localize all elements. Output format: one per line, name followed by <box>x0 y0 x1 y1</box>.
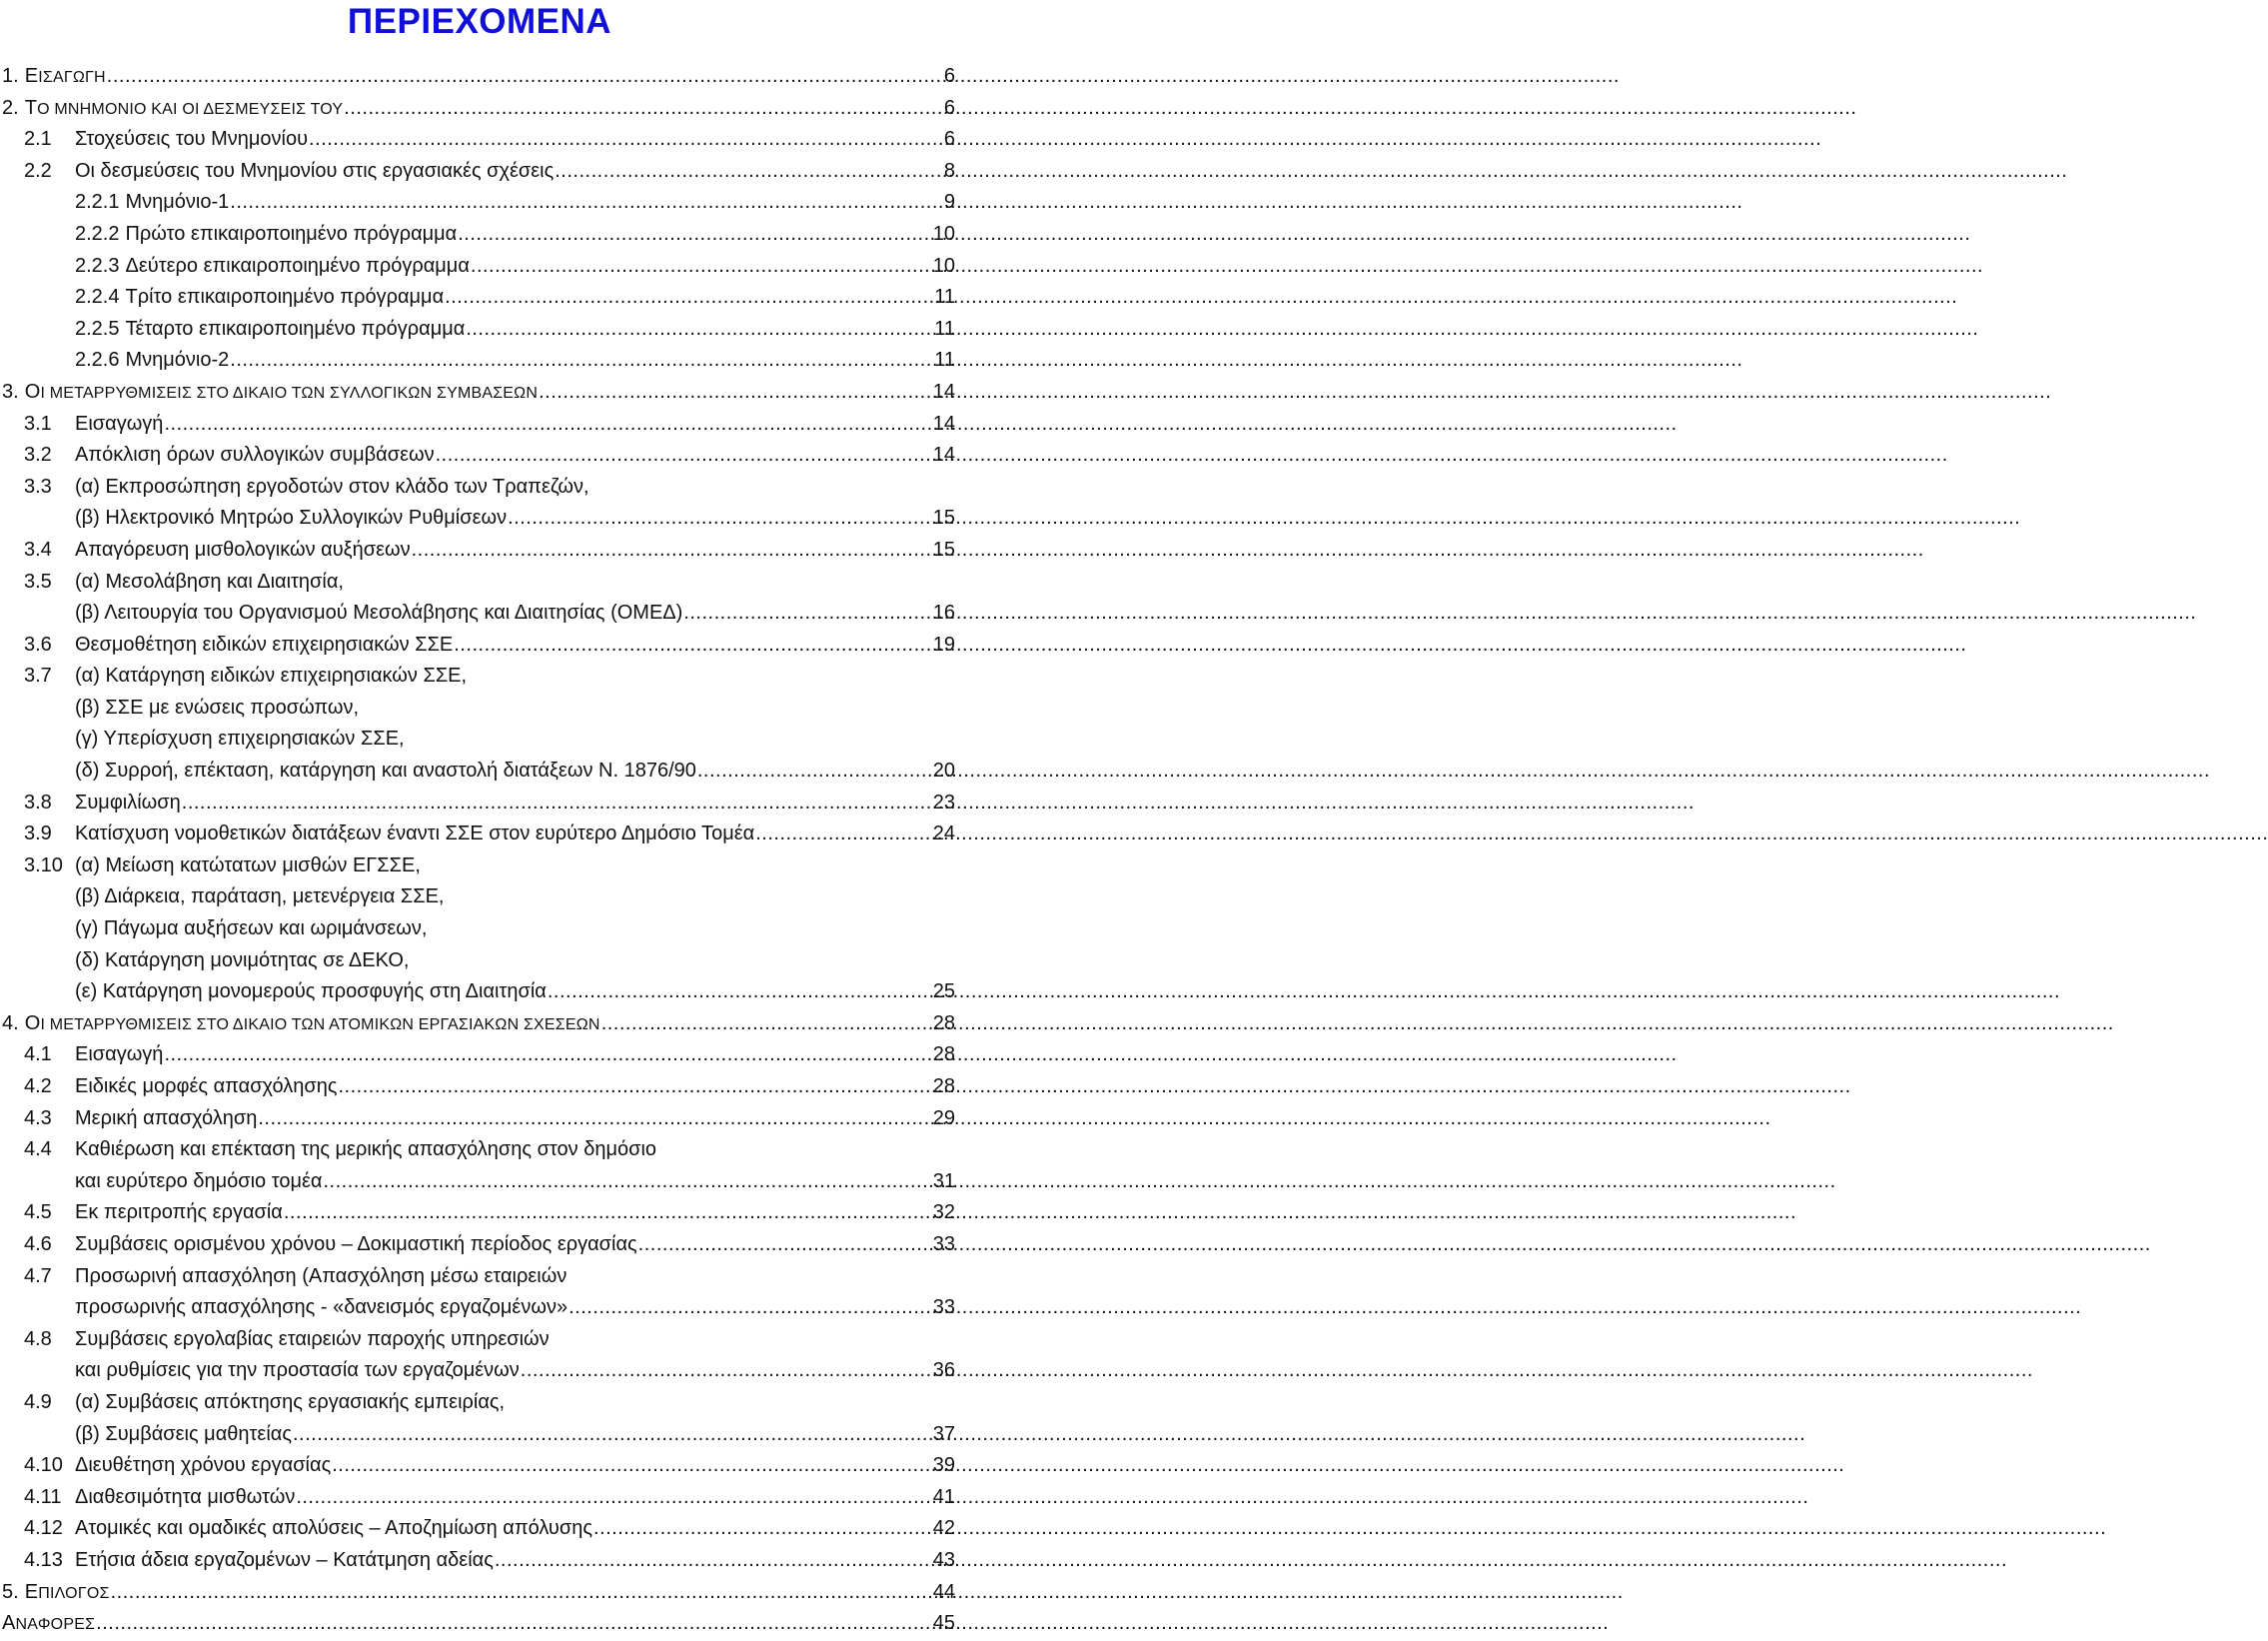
toc-entry[interactable] <box>0 1071 959 1103</box>
toc-entry-text: Μνημόνιο-2 <box>125 349 230 372</box>
toc-entry-text: Συμβάσεις εργολαβίας εταιρειών παροχής υπηρεσιών <box>75 1327 550 1350</box>
toc-page-number: 8 <box>943 159 955 182</box>
dot-leader <box>309 124 943 156</box>
toc-entry-text: Καθιέρωση και επέκταση της μερικής απασχόλησης στον δημόσιο <box>75 1138 657 1161</box>
toc-entry-text: Στοχεύσεις του Μνημονίου <box>75 128 309 151</box>
toc-entry-text: (γ) Υπερίσχυση επιχειρησιακών ΣΣΕ, <box>75 728 405 751</box>
dot-leader <box>697 756 932 788</box>
toc-entry-line <box>0 472 959 504</box>
toc-entry-text: Εκ περιτροπής εργασία <box>75 1201 283 1224</box>
toc-entry-text: Τρίτο επικαιροποιημένο πρόγραμμα <box>125 286 445 309</box>
dot-leader <box>593 1513 932 1545</box>
toc-entry-text: (β) Συμβάσεις μαθητείας <box>75 1422 292 1445</box>
toc-entry-number: 4.6 <box>24 1232 52 1255</box>
toc-entry-number: 2.2.5 <box>75 317 120 340</box>
dot-leader <box>111 1577 932 1609</box>
toc-entry[interactable] <box>0 1166 959 1198</box>
toc-entry-initial: Ο <box>24 1011 41 1034</box>
toc-entry-text: (α) Μεσολάβηση και Διαιτησία, <box>75 570 344 593</box>
toc-entry-number: 5. <box>2 1580 19 1603</box>
toc-entry-text: Προσωρινή απασχόληση (Απασχόληση μέσω εταιρειών <box>75 1264 567 1287</box>
toc-page-number: 36 <box>932 1359 955 1382</box>
toc-entry[interactable] <box>0 251 959 283</box>
toc-page-number: 14 <box>932 444 955 467</box>
toc-entry-text: Απαγόρευση μισθολογικών αυξήσεων <box>75 538 411 561</box>
toc-entry[interactable] <box>0 219 959 251</box>
toc-entry-text <box>25 93 344 126</box>
toc-entry-number: 3.10 <box>24 853 63 876</box>
toc-entry-number: 4. <box>2 1011 19 1034</box>
toc-entry[interactable] <box>0 1008 959 1040</box>
toc-entry-number: 3. <box>2 380 19 403</box>
toc-entry[interactable] <box>0 61 959 93</box>
toc-entry-number: 4.1 <box>24 1043 52 1066</box>
toc-entry-text <box>25 1577 110 1610</box>
toc-page-number: 6 <box>943 96 955 119</box>
dot-leader <box>344 93 943 125</box>
dot-leader <box>458 219 932 251</box>
toc-entry-text: και ευρύτερο δημόσιο τομέα <box>75 1169 323 1192</box>
dot-leader <box>284 1197 932 1229</box>
toc-entry-text: (ε) Κατάργηση μονομερούς προσφυγής στη Διαιτησία <box>75 980 547 1003</box>
toc-entry-number: 4.5 <box>24 1201 52 1224</box>
toc-entry-number: 4.2 <box>24 1075 52 1097</box>
toc-entry-number: 2.2.1 <box>75 191 120 214</box>
dot-leader <box>755 819 932 850</box>
dot-leader <box>601 1008 932 1040</box>
toc-entry-text: Διευθέτηση χρόνου εργασίας <box>75 1454 332 1477</box>
toc-entry-number: 2.2.6 <box>75 349 120 372</box>
toc-entry-number: 3.9 <box>24 822 52 845</box>
toc-entry[interactable] <box>0 409 959 441</box>
toc-entry-text: Ετήσια άδεια εργαζομένων – Κατάτμηση αδείας <box>75 1548 494 1571</box>
toc-entry-text: (α) Συμβάσεις απόκτησης εργασιακής εμπειρίας, <box>75 1390 506 1413</box>
toc-entry-line <box>0 567 959 599</box>
toc-entry-number: 4.12 <box>24 1517 63 1540</box>
toc-entry-initial: Τ <box>24 96 38 119</box>
toc-entry-line <box>0 881 959 913</box>
dot-leader <box>332 1450 932 1482</box>
toc-entry-smallcaps: ΙΣΑΓΩΓΗ <box>38 69 106 86</box>
toc-entry[interactable] <box>0 788 959 820</box>
dot-leader <box>495 1545 932 1577</box>
dot-leader <box>412 535 932 567</box>
dot-leader <box>539 377 932 409</box>
toc-entry-initial: Ε <box>24 1580 39 1603</box>
toc-entry[interactable] <box>0 1355 959 1387</box>
toc-entry-number: 4.4 <box>24 1138 52 1161</box>
toc-entry[interactable] <box>0 976 959 1008</box>
toc-entry[interactable] <box>0 93 959 125</box>
toc-entry-text: Διαθεσιμότητα μισθωτών <box>75 1485 296 1508</box>
toc-page-number: 41 <box>932 1485 955 1508</box>
toc-page-number: 24 <box>932 822 955 845</box>
dot-leader <box>258 1103 931 1135</box>
toc-entry[interactable] <box>0 503 959 535</box>
toc-page-number: 14 <box>932 412 955 435</box>
toc-entry-text: Πρώτο επικαιροποιημένο πρόγραμμα <box>125 222 458 245</box>
toc-entry-text: Ατομικές και ομαδικές απολύσεις – Αποζημίωση απόλυσης <box>75 1517 592 1540</box>
toc-page-number: 31 <box>932 1169 955 1192</box>
toc-entry-line <box>0 1387 959 1419</box>
toc-page-number: 15 <box>932 507 955 530</box>
dot-leader <box>107 61 943 93</box>
toc-entry-number: 4.13 <box>24 1548 63 1571</box>
toc-entry-line <box>0 1261 959 1293</box>
toc-entry-text: (β) ΣΣΕ με ενώσεις προσώπων, <box>75 696 360 719</box>
toc-page <box>0 0 959 1639</box>
toc-entry[interactable] <box>0 377 959 409</box>
toc-entry-text: Εισαγωγή <box>75 412 164 435</box>
toc-page-number: 29 <box>932 1106 955 1129</box>
toc-entry[interactable] <box>0 819 959 850</box>
toc-entry[interactable] <box>0 124 959 156</box>
toc-entry-number: 4.7 <box>24 1264 52 1287</box>
toc-entry-number: 4.9 <box>24 1390 52 1413</box>
dot-leader <box>555 156 943 188</box>
toc-entry-line <box>0 1324 959 1356</box>
toc-entry-text: Τέταρτο επικαιροποιημένο πρόγραμμα <box>125 317 466 340</box>
toc-page-number: 10 <box>932 254 955 277</box>
toc-page-number: 33 <box>932 1232 955 1255</box>
toc-entry[interactable] <box>0 630 959 662</box>
dot-leader <box>96 1608 932 1640</box>
toc-page-number: 20 <box>932 760 955 783</box>
toc-entry-text <box>25 61 106 94</box>
toc-page-number: 10 <box>932 222 955 245</box>
toc-entry-number: 2.2 <box>24 159 52 182</box>
dot-leader <box>466 314 933 346</box>
toc-entry-text: (β) Διάρκεια, παράταση, μετενέργεια ΣΣΕ, <box>75 885 445 908</box>
toc-entry-line <box>0 724 959 756</box>
toc-entry[interactable] <box>0 1608 959 1640</box>
toc-entry-text <box>25 377 538 410</box>
toc-entry[interactable] <box>0 282 959 314</box>
toc-entry[interactable] <box>0 756 959 788</box>
toc-entry[interactable] <box>0 314 959 346</box>
toc-page-number: 11 <box>934 317 955 340</box>
toc-entry[interactable] <box>0 598 959 630</box>
toc-entry-text: Ειδικές μορφές απασχόλησης <box>75 1075 338 1097</box>
dot-leader <box>445 282 933 314</box>
toc-page-number: 43 <box>932 1548 955 1571</box>
toc-entry-text: (δ) Συρροή, επέκταση, κατάργηση και αναστολή διατάξεων Ν. 1876/90 <box>75 760 696 783</box>
toc-page-number: 9 <box>943 191 955 214</box>
toc-entry[interactable] <box>0 1292 959 1324</box>
toc-entry-text: Συμφιλίωση <box>75 791 181 814</box>
toc-entry-smallcaps: Ι ΜΕΤΑΡΡΥΘΜΙΣΕΙΣ ΣΤΟ ΔΙΚΑΙΟ ΤΩΝ ΑΤΟΜΙΚΩΝ ΕΡΓΑΣΙΑΚΩΝ ΣΧΕΣΕΩΝ <box>40 1015 600 1033</box>
dot-leader <box>164 1039 931 1071</box>
toc-entry-line <box>0 945 959 977</box>
toc-entry-smallcaps: Ο ΜΝΗΜΟΝΙΟ ΚΑΙ ΟΙ ΔΕΣΜΕΥΣΕΙΣ ΤΟΥ <box>37 100 344 118</box>
toc-entry-text: Θεσμοθέτηση ειδικών επιχειρησιακών ΣΣΕ <box>75 633 454 656</box>
toc-entry[interactable] <box>0 1577 959 1609</box>
toc-entry-text: Δεύτερο επικαιροποιημένο πρόγραμμα <box>125 254 470 277</box>
toc-entry-line <box>0 661 959 693</box>
toc-entry[interactable] <box>0 1482 959 1514</box>
dot-leader <box>683 598 931 630</box>
toc-entry-number: 3.1 <box>24 412 52 435</box>
toc-entry-number: 4.10 <box>24 1454 63 1477</box>
toc-entry[interactable] <box>0 1513 959 1545</box>
toc-entry-line <box>0 913 959 945</box>
toc-entry-number: 3.7 <box>24 665 52 688</box>
toc-page-number: 15 <box>932 538 955 561</box>
toc-entry-number: 2.2.4 <box>75 286 120 309</box>
dot-leader <box>568 1292 932 1324</box>
toc-entry-number: 3.8 <box>24 791 52 814</box>
toc-entry[interactable] <box>0 1545 959 1577</box>
toc-page-number: 32 <box>932 1201 955 1224</box>
toc-entry[interactable] <box>0 156 959 188</box>
toc-page-number: 39 <box>932 1454 955 1477</box>
toc-entry[interactable] <box>0 1450 959 1482</box>
toc-entry[interactable] <box>0 1197 959 1229</box>
toc-entry-text: (α) Εκπροσώπηση εργοδοτών στον κλάδο των Τραπεζών, <box>75 475 589 498</box>
dot-leader <box>521 1355 932 1387</box>
toc-entry[interactable] <box>0 1229 959 1261</box>
toc-entry-number: 3.3 <box>24 475 52 498</box>
toc-entry-text: (α) Μείωση κατώτατων μισθών ΕΓΣΣΕ, <box>75 853 421 876</box>
toc-page-number: 28 <box>932 1043 955 1066</box>
toc-entry-number: 2.2.2 <box>75 222 120 245</box>
toc-entry[interactable] <box>0 345 959 377</box>
toc-page-number: 25 <box>932 980 955 1003</box>
toc-page-number: 37 <box>932 1422 955 1445</box>
toc-page-number: 6 <box>943 128 955 151</box>
toc-entry-text: και ρυθμίσεις για την προστασία των εργαζομένων <box>75 1359 520 1382</box>
toc-entry-initial: Α <box>2 1612 16 1635</box>
toc-page-number: 28 <box>932 1011 955 1034</box>
toc-entry-smallcaps: ΠΙΛΟΓΟΣ <box>38 1584 110 1602</box>
toc-page-number: 14 <box>932 380 955 403</box>
dot-leader <box>296 1482 931 1514</box>
page-title: ΠΕΡΙΕΧΟΜΕΝΑ <box>347 2 612 41</box>
dot-leader <box>548 976 932 1008</box>
toc-entry-text: προσωρινής απασχόλησης - «δανεισμός εργαζομένων» <box>75 1296 568 1319</box>
toc-entry-number: 4.3 <box>24 1106 52 1129</box>
toc-entry-smallcaps: Ι ΜΕΤΑΡΡΥΘΜΙΣΕΙΣ ΣΤΟ ΔΙΚΑΙΟ ΤΩΝ ΣΥΛΛΟΓΙΚΩΝ ΣΥΜΒΑΣΕΩΝ <box>40 384 539 402</box>
toc-entry[interactable] <box>0 1419 959 1451</box>
toc-entry-text: Μνημόνιο-1 <box>125 191 230 214</box>
toc-entry-number: 2.2.3 <box>75 254 120 277</box>
toc-entry-number: 2.1 <box>24 128 52 151</box>
toc-page-number: 6 <box>943 65 955 87</box>
dot-leader <box>182 788 932 820</box>
toc-entry-text: Απόκλιση όρων συλλογικών συμβάσεων <box>75 444 435 467</box>
toc-entry-line <box>0 850 959 882</box>
toc-entry[interactable] <box>0 535 959 567</box>
toc-page-number: 23 <box>932 791 955 814</box>
toc-entry-number: 2. <box>2 96 19 119</box>
toc-page-number: 44 <box>932 1580 955 1603</box>
toc-entry-number: 3.6 <box>24 633 52 656</box>
toc-page-number: 42 <box>932 1517 955 1540</box>
dot-leader <box>339 1071 932 1103</box>
toc-page-number: 16 <box>932 602 955 625</box>
toc-page-number: 11 <box>934 349 955 372</box>
toc-page-number: 45 <box>932 1612 955 1635</box>
toc-entry[interactable] <box>0 187 959 219</box>
toc-entry-text: Συμβάσεις ορισμένου χρόνου – Δοκιμαστική περίοδος εργασίας <box>75 1232 637 1255</box>
toc-entry-text: (α) Κατάργηση ειδικών επιχειρησιακών ΣΣΕ, <box>75 665 468 688</box>
toc-entry-smallcaps: ΝΑΦΟΡΕΣ <box>15 1616 96 1634</box>
toc-entry-number: 1. <box>2 65 19 87</box>
toc-page-number: 28 <box>932 1075 955 1097</box>
toc-entry-number: 4.11 <box>24 1485 62 1508</box>
toc-entry-text: Μερική απασχόληση <box>75 1106 258 1129</box>
toc-entry-text: (γ) Πάγωμα αυξήσεων και ωριμάνσεων, <box>75 917 428 940</box>
toc-page-number: 11 <box>934 286 955 309</box>
dot-leader <box>454 630 931 662</box>
dot-leader <box>230 345 933 377</box>
toc-entry-initial: Ο <box>24 380 41 403</box>
toc-page-number: 19 <box>932 633 955 656</box>
toc-entry-text <box>2 1608 95 1641</box>
toc-entry-text: (δ) Κατάργηση μονιμότητας σε ΔΕΚΟ, <box>75 948 410 971</box>
toc-entry-text: Οι δεσμεύσεις του Μνημονίου στις εργασιακές σχέσεις <box>75 159 555 182</box>
dot-leader <box>638 1229 932 1261</box>
toc-entry-initial: Ε <box>24 65 39 87</box>
toc-entry-text: (β) Ηλεκτρονικό Μητρώο Συλλογικών Ρυθμίσεων <box>75 507 508 530</box>
toc-entry-line <box>0 693 959 725</box>
dot-leader <box>164 409 931 441</box>
dot-leader <box>323 1166 931 1198</box>
dot-leader <box>293 1419 932 1451</box>
toc-entry-line <box>0 1134 959 1166</box>
dot-leader <box>471 251 932 283</box>
toc-entry[interactable] <box>0 1103 959 1135</box>
table-of-contents <box>0 61 959 1640</box>
toc-entry[interactable] <box>0 1039 959 1071</box>
toc-entry-number: 3.4 <box>24 538 52 561</box>
dot-leader <box>436 440 932 472</box>
toc-entry[interactable] <box>0 440 959 472</box>
toc-entry-text: Κατίσχυση νομοθετικών διατάξεων έναντι ΣΣΕ στον ευρύτερο Δημόσιο Τομέα <box>75 822 755 845</box>
dot-leader <box>230 187 943 219</box>
toc-entry-text: Εισαγωγή <box>75 1043 164 1066</box>
toc-entry-text <box>25 1008 600 1041</box>
dot-leader <box>508 503 932 535</box>
toc-entry-number: 4.8 <box>24 1327 52 1350</box>
toc-entry-number: 3.2 <box>24 444 52 467</box>
toc-page-number: 33 <box>932 1296 955 1319</box>
toc-entry-number: 3.5 <box>24 570 52 593</box>
toc-entry-text: (β) Λειτουργία του Οργανισμού Μεσολάβησης και Διαιτησίας (ΟΜΕΔ) <box>75 602 683 625</box>
